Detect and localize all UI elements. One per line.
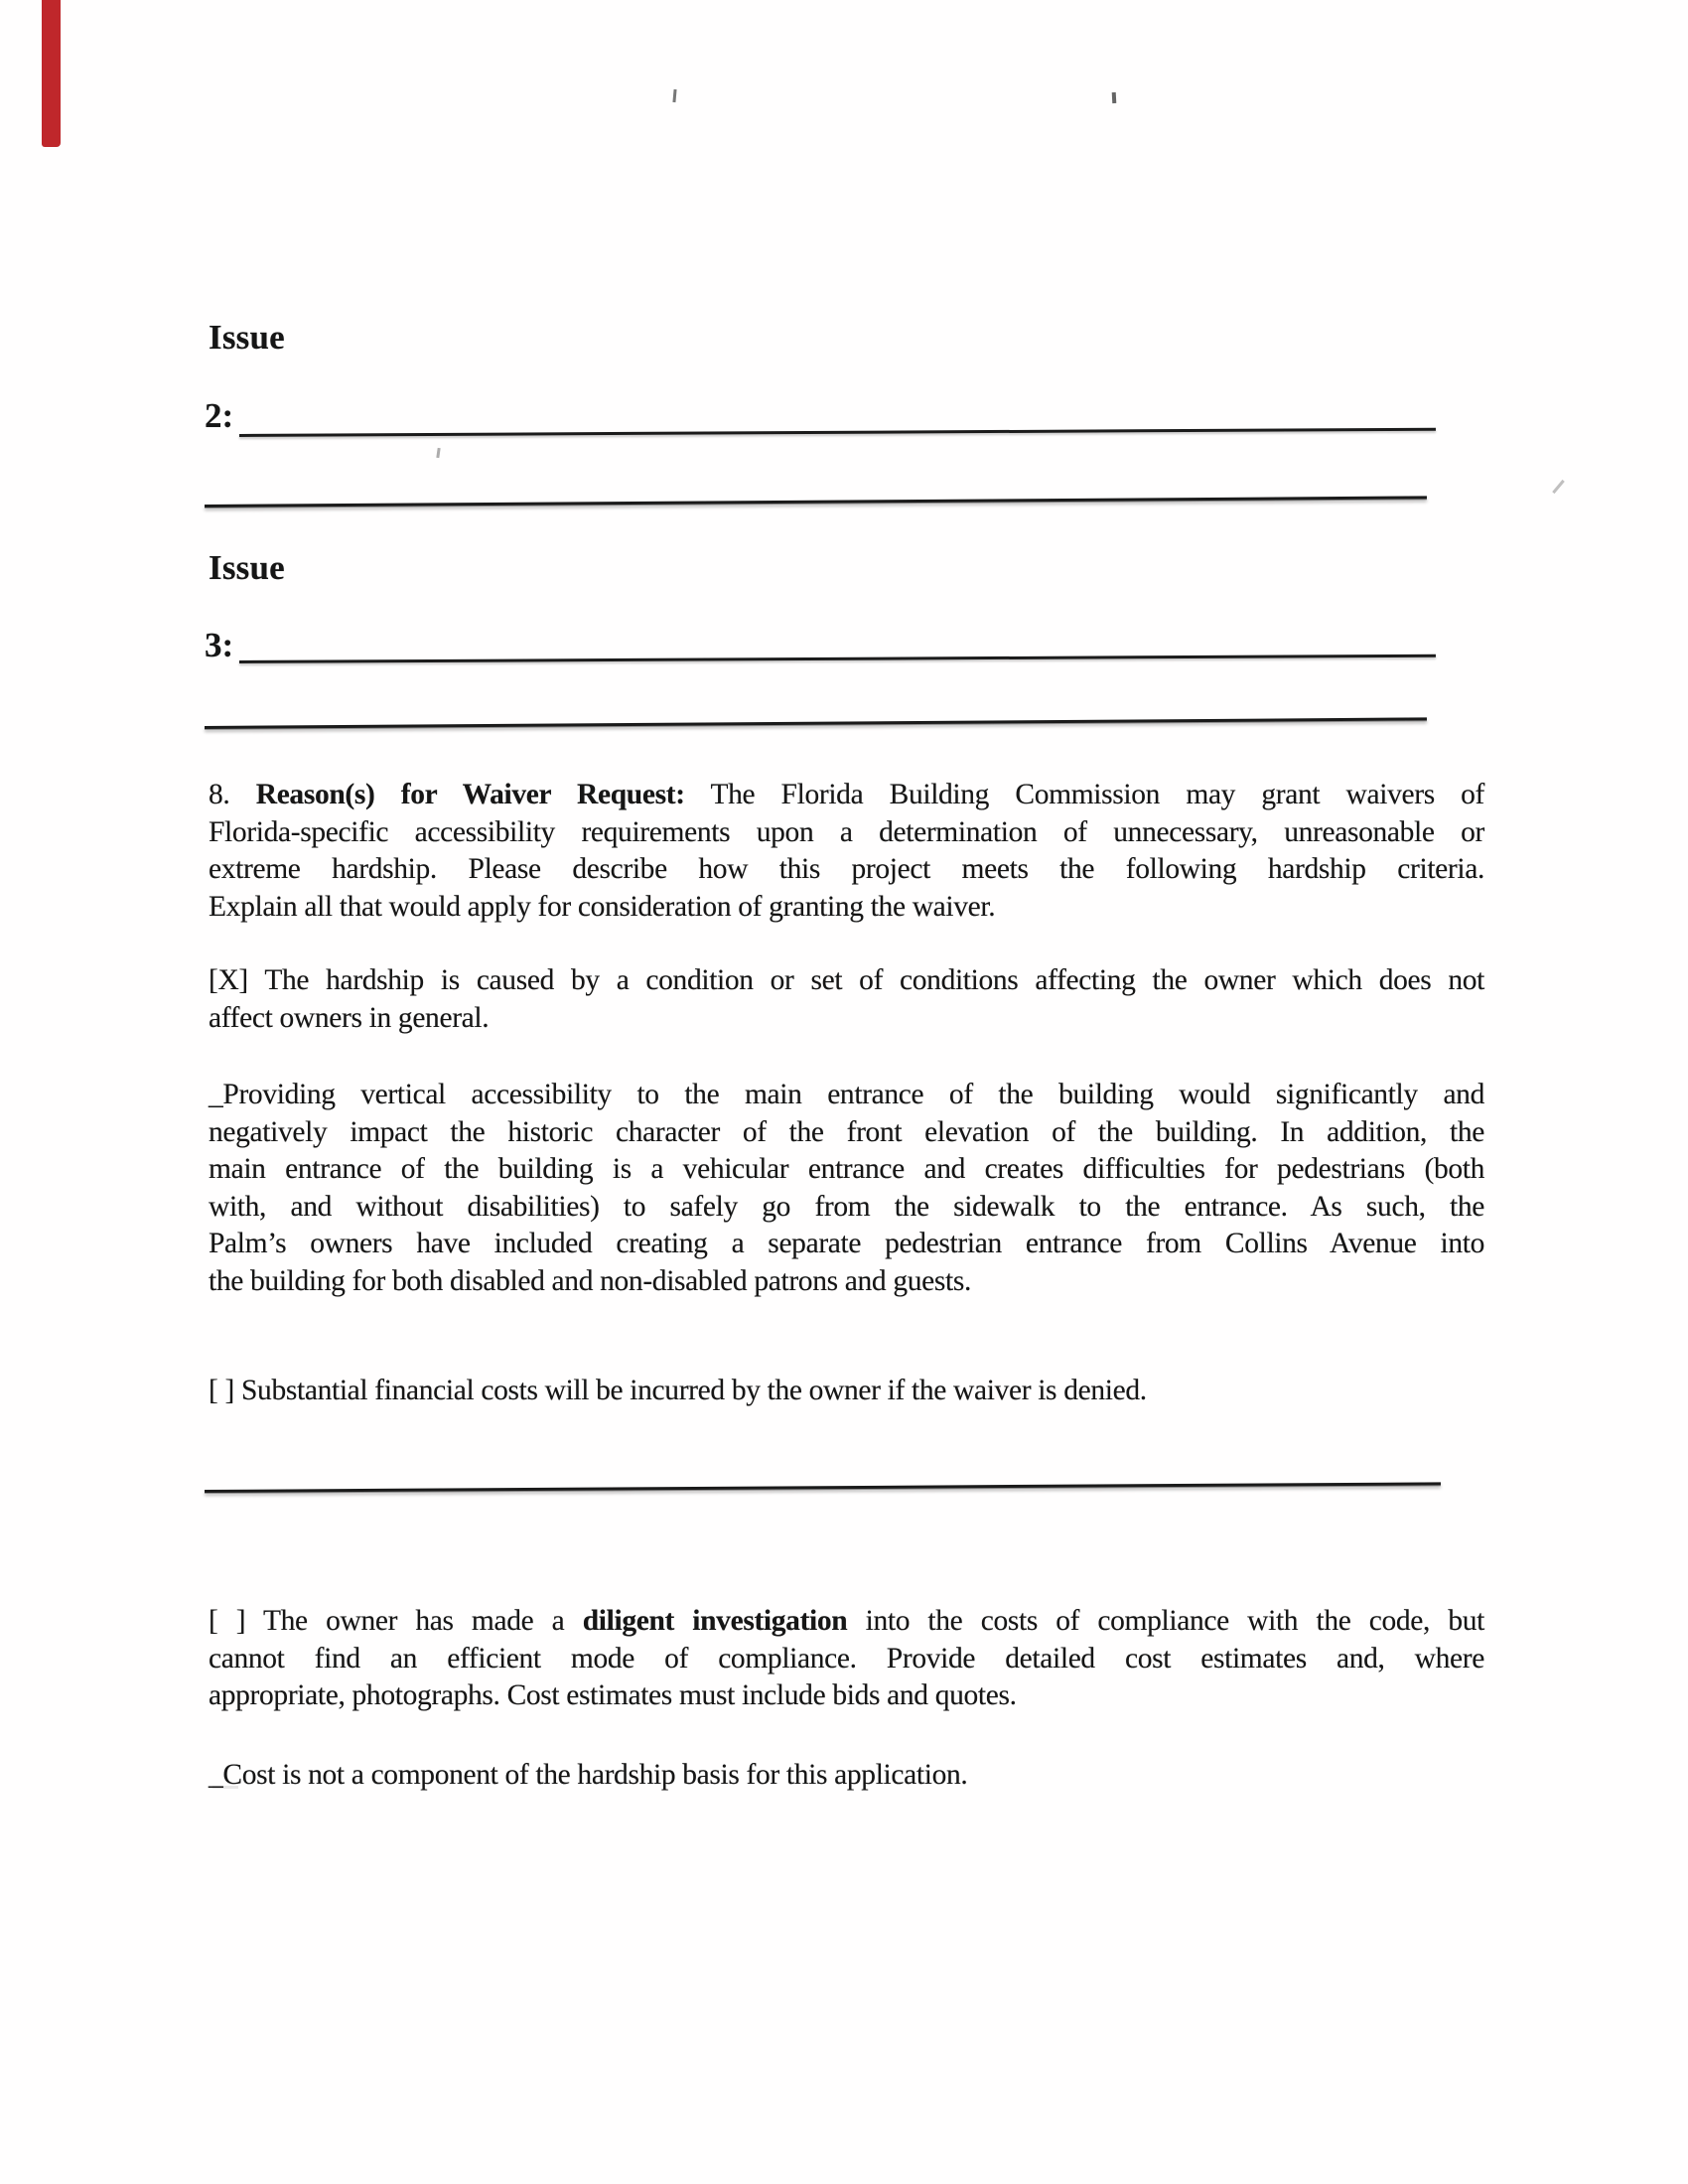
diligent-investigation-unchecked-item <box>209 1603 1484 1715</box>
bold-text-segment: Reason(s) for Waiver Request: <box>255 779 685 810</box>
text-segment: _Providing vertical accessibility to the main entrance of the building would significantly and <box>209 1079 1484 1110</box>
issue-3-heading: Issue <box>209 548 285 587</box>
issue-2-number-label: 2: <box>205 396 234 435</box>
text-segment: appropriate, photographs. Cost estimates must include bids and quotes. <box>209 1679 1017 1711</box>
text-segment: affect owners in general. <box>209 1001 490 1034</box>
issue-3-blank-answer-line <box>239 655 1436 663</box>
text-segment: [X] The hardship is caused by a condition or set of conditions affecting the owner which does not <box>209 964 1484 996</box>
text-line <box>209 1226 1484 1263</box>
section-divider-line <box>205 717 1427 729</box>
text-segment: 8. <box>209 779 256 810</box>
text-line <box>209 889 1484 927</box>
text-line <box>209 814 1484 852</box>
hardship-condition-checked-item <box>209 962 1484 1037</box>
scan-speck <box>672 89 676 102</box>
text-segment: into the costs of compliance with the code, but <box>847 1605 1485 1637</box>
text-line <box>209 1757 1484 1795</box>
section-divider-line <box>205 1482 1441 1493</box>
text-line <box>209 1189 1484 1227</box>
text-segment: Florida-specific accessibility requirements upon a determination of unnecessary, unreasonable or <box>209 815 1484 848</box>
text-line <box>209 1641 1484 1678</box>
text-segment: cannot find an efficient mode of compliance. Provide detailed cost estimates and, where <box>209 1642 1484 1674</box>
text-line <box>209 1263 1484 1301</box>
text-segment: negatively impact the historic character of the front elevation of the building. In addition, the <box>209 1115 1484 1148</box>
scan-speck <box>1552 480 1565 494</box>
scan-speck <box>1112 92 1117 103</box>
text-segment: Explain all that would apply for consideration of granting the waiver. <box>209 890 996 923</box>
text-segment: [ ] Substantial financial costs will be incurred by the owner if the waiver is denied. <box>209 1375 1147 1406</box>
issue-3-number-label: 3: <box>205 626 234 664</box>
text-line <box>209 851 1484 889</box>
text-line <box>209 1077 1484 1114</box>
issue-2-heading: Issue <box>209 318 285 357</box>
text-line <box>209 777 1484 814</box>
text-segment: the building for both disabled and non-disabled patrons and guests. <box>209 1264 971 1297</box>
text-line <box>209 1114 1484 1152</box>
text-segment: _Cost is not a component of the hardship basis for this application. <box>209 1759 968 1791</box>
text-segment: Palm’s owners have included creating a separate pedestrian entrance from Collins Avenue into <box>209 1228 1484 1259</box>
text-line <box>209 1677 1484 1715</box>
text-line <box>209 1373 1484 1410</box>
issue-2-blank-answer-line <box>239 428 1436 437</box>
section-divider-line <box>205 496 1427 508</box>
text-line <box>209 1151 1484 1189</box>
financial-costs-unchecked-item <box>209 1373 1484 1410</box>
hardship-response-paragraph <box>209 1077 1484 1300</box>
text-line <box>209 1000 1484 1038</box>
reasons-for-waiver-paragraph <box>209 777 1484 926</box>
text-segment: with, and without disabilities) to safely go from the sidewalk to the entrance. As such, the <box>209 1190 1484 1223</box>
cost-response-line <box>209 1757 1484 1795</box>
text-line <box>209 1603 1484 1641</box>
text-line <box>209 962 1484 1000</box>
text-segment: extreme hardship. Please describe how this project meets the following hardship criteria. <box>209 853 1484 885</box>
scan-speck <box>436 448 440 458</box>
text-segment: [ ] The owner has made a <box>209 1605 583 1637</box>
text-segment: main entrance of the building is a vehicular entrance and creates difficulties for pedestrians (both <box>209 1153 1484 1185</box>
text-segment: The Florida Building Commission may grant waivers of <box>684 779 1484 810</box>
scan-edge-red-mark <box>42 0 61 147</box>
bold-text-segment: diligent investigation <box>582 1605 848 1637</box>
